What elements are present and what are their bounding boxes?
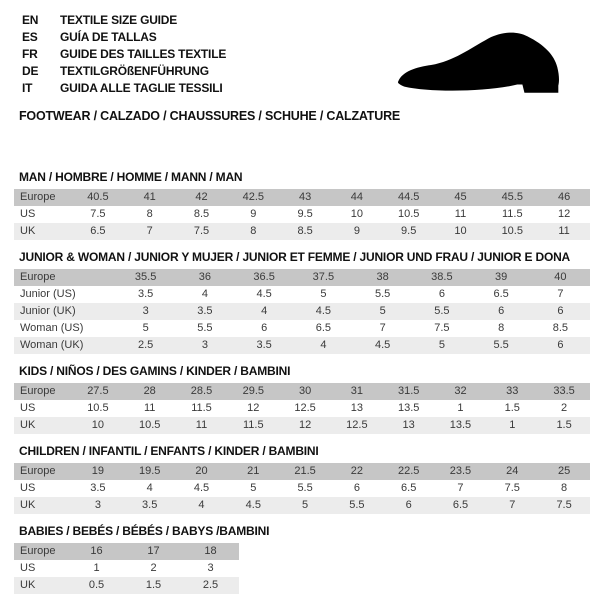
size-cell: 7 xyxy=(486,497,538,514)
language-label: TEXTILE SIZE GUIDE xyxy=(60,13,178,27)
size-cell: 13 xyxy=(350,402,363,414)
size-cell: 8 xyxy=(498,322,505,334)
size-section-man xyxy=(14,170,590,240)
size-cell: 5 xyxy=(250,482,257,494)
table-row-babies-2 xyxy=(14,577,239,594)
language-label: TEXTILGRÖßENFÜHRUNG xyxy=(60,64,209,78)
size-cell: 12 xyxy=(279,417,331,434)
size-cell: 13.5 xyxy=(435,417,487,434)
size-cell: 33.5 xyxy=(538,383,590,400)
table-row-man-0 xyxy=(14,189,590,206)
size-cell: 27.5 xyxy=(72,383,124,400)
row-label: UK xyxy=(14,497,72,514)
size-cell: 7.5 xyxy=(538,497,590,514)
size-cell: 42.5 xyxy=(227,189,279,206)
language-code: ES xyxy=(22,30,38,44)
size-cell: 44.5 xyxy=(383,189,435,206)
table-row-kids-0 xyxy=(14,383,590,400)
size-cell: 6.5 xyxy=(315,322,332,334)
size-cell: 25 xyxy=(538,463,590,480)
size-cell: 5.5 xyxy=(374,288,391,300)
language-row-fr xyxy=(22,46,226,63)
size-cell: 7 xyxy=(457,482,464,494)
size-cell: 29.5 xyxy=(227,383,279,400)
table-row-kids-1 xyxy=(14,400,590,417)
size-cell: 32 xyxy=(435,383,487,400)
size-cell: 38 xyxy=(353,269,412,286)
size-cell: 6.5 xyxy=(72,223,124,240)
size-cell: 11 xyxy=(538,223,590,240)
row-label: Europe xyxy=(14,543,68,560)
table-row-man-2 xyxy=(14,223,590,240)
size-cell: 8.5 xyxy=(552,322,569,334)
size-cell: 6 xyxy=(472,303,531,320)
size-cell: 3.5 xyxy=(235,337,294,354)
size-cell: 7.5 xyxy=(504,482,520,494)
size-cell: 6.5 xyxy=(493,288,509,300)
size-cell: 6 xyxy=(261,322,268,334)
size-cell: 31 xyxy=(331,383,383,400)
table-row-junior-woman-3 xyxy=(14,320,590,337)
size-cell: 6 xyxy=(531,337,590,354)
size-cell: 41 xyxy=(124,189,176,206)
size-cell: 5 xyxy=(320,288,327,300)
size-cell: 6 xyxy=(531,303,590,320)
size-cell: 3.5 xyxy=(137,288,154,300)
language-row-es xyxy=(22,29,226,46)
size-cell: 40.5 xyxy=(72,189,124,206)
size-cell: 4 xyxy=(294,337,353,354)
size-cell: 10 xyxy=(350,208,363,220)
size-cell: 5.5 xyxy=(412,303,471,320)
size-cell: 13.5 xyxy=(397,402,420,414)
size-cell: 22 xyxy=(331,463,383,480)
size-cell: 10 xyxy=(435,223,487,240)
size-cell: 36 xyxy=(175,269,234,286)
table-title-man: MAN / HOMBRE / HOMME / MANN / MAN xyxy=(19,170,243,184)
size-cell: 9 xyxy=(250,208,257,220)
size-cell: 12 xyxy=(557,208,571,220)
size-cell: 12 xyxy=(247,402,260,414)
size-cell: 0.5 xyxy=(68,577,125,594)
size-cell: 5.5 xyxy=(197,322,213,334)
size-table-children xyxy=(14,463,590,514)
size-cell: 22.5 xyxy=(383,463,435,480)
table-row-children-2 xyxy=(14,497,590,514)
row-label: Woman (UK) xyxy=(14,337,116,354)
size-cell: 4 xyxy=(201,288,208,300)
size-cell: 33 xyxy=(486,383,538,400)
size-section-babies xyxy=(14,524,590,594)
table-row-babies-0 xyxy=(14,543,239,560)
size-cell: 7.5 xyxy=(90,208,106,220)
language-row-de xyxy=(22,63,226,80)
size-table-babies xyxy=(14,543,239,594)
size-cell: 38.5 xyxy=(412,269,471,286)
row-label: UK xyxy=(14,223,72,240)
size-cell: 21.5 xyxy=(279,463,331,480)
language-code: DE xyxy=(22,64,39,78)
size-cell: 5 xyxy=(353,303,412,320)
size-section-junior-woman xyxy=(14,250,590,354)
language-label: GUIDE DES TAILLES TEXTILE xyxy=(60,47,227,61)
row-label: Woman (US) xyxy=(20,322,84,334)
language-row-en xyxy=(22,12,226,29)
size-cell: 31.5 xyxy=(383,383,435,400)
size-cell: 2.5 xyxy=(182,577,239,594)
size-cell: 4 xyxy=(176,497,228,514)
size-cell: 1.5 xyxy=(125,577,182,594)
size-cell: 8.5 xyxy=(279,223,331,240)
size-cell: 9.5 xyxy=(297,208,313,220)
size-cell: 1.5 xyxy=(538,417,590,434)
size-cell: 5.5 xyxy=(331,497,383,514)
size-cell: 11.5 xyxy=(501,208,523,220)
row-label: UK xyxy=(14,417,72,434)
size-cell: 37.5 xyxy=(294,269,353,286)
size-cell: 19 xyxy=(72,463,124,480)
row-label: US xyxy=(20,562,36,574)
language-label: GUÍA DE TALLAS xyxy=(60,30,157,44)
table-row-junior-woman-4 xyxy=(14,337,590,354)
table-row-kids-2 xyxy=(14,417,590,434)
size-cell: 5.5 xyxy=(472,337,531,354)
size-cell: 4.5 xyxy=(353,337,412,354)
row-label: Europe xyxy=(14,383,72,400)
size-cell: 6.5 xyxy=(401,482,417,494)
row-label: US xyxy=(20,208,36,220)
size-section-children xyxy=(14,444,590,514)
size-cell: 8 xyxy=(561,482,568,494)
row-label: Europe xyxy=(14,269,116,286)
size-cell: 24 xyxy=(486,463,538,480)
size-cell: 8 xyxy=(146,208,153,220)
size-cell: 3.5 xyxy=(175,303,234,320)
size-table-man xyxy=(14,189,590,240)
table-row-man-1 xyxy=(14,206,590,223)
size-cell: 11 xyxy=(176,417,228,434)
size-cell: 40 xyxy=(531,269,590,286)
size-cell: 5.5 xyxy=(297,482,313,494)
size-cell: 5 xyxy=(279,497,331,514)
size-cell: 2.5 xyxy=(116,337,175,354)
size-cell: 4.5 xyxy=(227,497,279,514)
size-cell: 36.5 xyxy=(235,269,294,286)
size-cell: 21 xyxy=(227,463,279,480)
size-cell: 46 xyxy=(538,189,590,206)
size-cell: 4.5 xyxy=(256,288,272,300)
language-label: GUIDA ALLE TAGLIE TESSILI xyxy=(60,81,223,95)
dress-shoe-icon xyxy=(390,28,585,98)
size-cell: 39 xyxy=(472,269,531,286)
size-cell: 44 xyxy=(331,189,383,206)
size-cell: 17 xyxy=(125,543,182,560)
size-cell: 10.5 xyxy=(397,208,420,220)
table-row-children-0 xyxy=(14,463,590,480)
size-cell: 4 xyxy=(146,482,153,494)
size-cell: 11.5 xyxy=(227,417,279,434)
size-cell: 30 xyxy=(279,383,331,400)
size-tables xyxy=(14,170,590,604)
size-cell: 11 xyxy=(454,208,467,220)
row-label: US xyxy=(20,482,36,494)
row-label: Junior (UK) xyxy=(14,303,116,320)
size-cell: 6 xyxy=(353,482,360,494)
size-cell: 3.5 xyxy=(124,497,176,514)
size-cell: 3 xyxy=(207,562,214,574)
language-code: EN xyxy=(22,13,39,27)
size-cell: 5 xyxy=(142,322,149,334)
size-cell: 6 xyxy=(383,497,435,514)
size-cell: 19.5 xyxy=(124,463,176,480)
size-cell: 42 xyxy=(176,189,228,206)
row-label: US xyxy=(20,402,36,414)
size-table-junior-woman xyxy=(14,269,590,354)
row-label: Europe xyxy=(14,189,72,206)
size-cell: 2 xyxy=(150,562,157,574)
size-cell: 3.5 xyxy=(90,482,106,494)
size-cell: 7 xyxy=(379,322,386,334)
table-row-junior-woman-1 xyxy=(14,286,590,303)
size-cell: 45.5 xyxy=(486,189,538,206)
size-cell: 3 xyxy=(116,303,175,320)
size-cell: 6.5 xyxy=(435,497,487,514)
size-cell: 11 xyxy=(143,402,156,414)
size-cell: 20 xyxy=(176,463,228,480)
size-cell: 3 xyxy=(72,497,124,514)
size-cell: 8.5 xyxy=(193,208,210,220)
size-section-kids xyxy=(14,364,590,434)
row-label: UK xyxy=(14,577,68,594)
language-row-it xyxy=(22,80,226,97)
size-cell: 10.5 xyxy=(124,417,176,434)
size-cell: 4 xyxy=(235,303,294,320)
table-title-kids: KIDS / NIÑOS / DES GAMINS / KINDER / BAMBINI xyxy=(19,364,291,378)
size-cell: 9 xyxy=(331,223,383,240)
size-cell: 1 xyxy=(457,402,464,414)
size-cell: 16 xyxy=(68,543,125,560)
table-title-children: CHILDREN / INFANTIL / ENFANTS / KINDER / BAMBINI xyxy=(19,444,319,458)
row-label: Europe xyxy=(14,463,72,480)
size-cell: 10 xyxy=(72,417,124,434)
size-cell: 11.5 xyxy=(191,402,212,414)
size-cell: 6 xyxy=(438,288,445,300)
language-list xyxy=(22,12,226,97)
language-code: IT xyxy=(22,81,33,95)
size-cell: 5 xyxy=(412,337,471,354)
size-cell: 43 xyxy=(279,189,331,206)
size-cell: 28 xyxy=(124,383,176,400)
category-heading: FOOTWEAR / CALZADO / CHAUSSURES / SCHUHE / CALZATURE xyxy=(19,109,401,123)
size-cell: 12.5 xyxy=(331,417,383,434)
size-cell: 35.5 xyxy=(116,269,175,286)
size-cell: 8 xyxy=(227,223,279,240)
size-cell: 10.5 xyxy=(87,402,109,414)
size-cell: 1.5 xyxy=(504,402,520,414)
size-cell: 2 xyxy=(561,402,568,414)
size-cell: 45 xyxy=(435,189,487,206)
table-row-junior-woman-2 xyxy=(14,303,590,320)
size-cell: 1 xyxy=(486,417,538,434)
table-row-babies-1 xyxy=(14,560,239,577)
size-cell: 9.5 xyxy=(383,223,435,240)
size-cell: 12.5 xyxy=(294,402,316,414)
language-code: FR xyxy=(22,47,38,61)
table-title-babies: BABIES / BEBÉS / BÉBÉS / BABYS /BAMBINI xyxy=(19,524,270,538)
size-cell: 7.5 xyxy=(434,322,450,334)
size-cell: 4.5 xyxy=(294,303,353,320)
size-cell: 7.5 xyxy=(176,223,228,240)
size-cell: 1 xyxy=(93,562,100,574)
size-cell: 7 xyxy=(557,288,564,300)
size-cell: 10.5 xyxy=(486,223,538,240)
size-cell: 18 xyxy=(182,543,239,560)
size-cell: 13 xyxy=(383,417,435,434)
table-title-junior-woman: JUNIOR & WOMAN / JUNIOR Y MUJER / JUNIOR ET FEMME / JUNIOR UND FRAU / JUNIOR E DONA xyxy=(19,250,571,264)
size-table-kids xyxy=(14,383,590,434)
size-cell: 23.5 xyxy=(435,463,487,480)
row-label: Junior (US) xyxy=(20,288,76,300)
table-row-children-1 xyxy=(14,480,590,497)
size-cell: 28.5 xyxy=(176,383,228,400)
size-cell: 3 xyxy=(175,337,234,354)
table-row-junior-woman-0 xyxy=(14,269,590,286)
size-cell: 4.5 xyxy=(193,482,210,494)
size-cell: 7 xyxy=(124,223,176,240)
